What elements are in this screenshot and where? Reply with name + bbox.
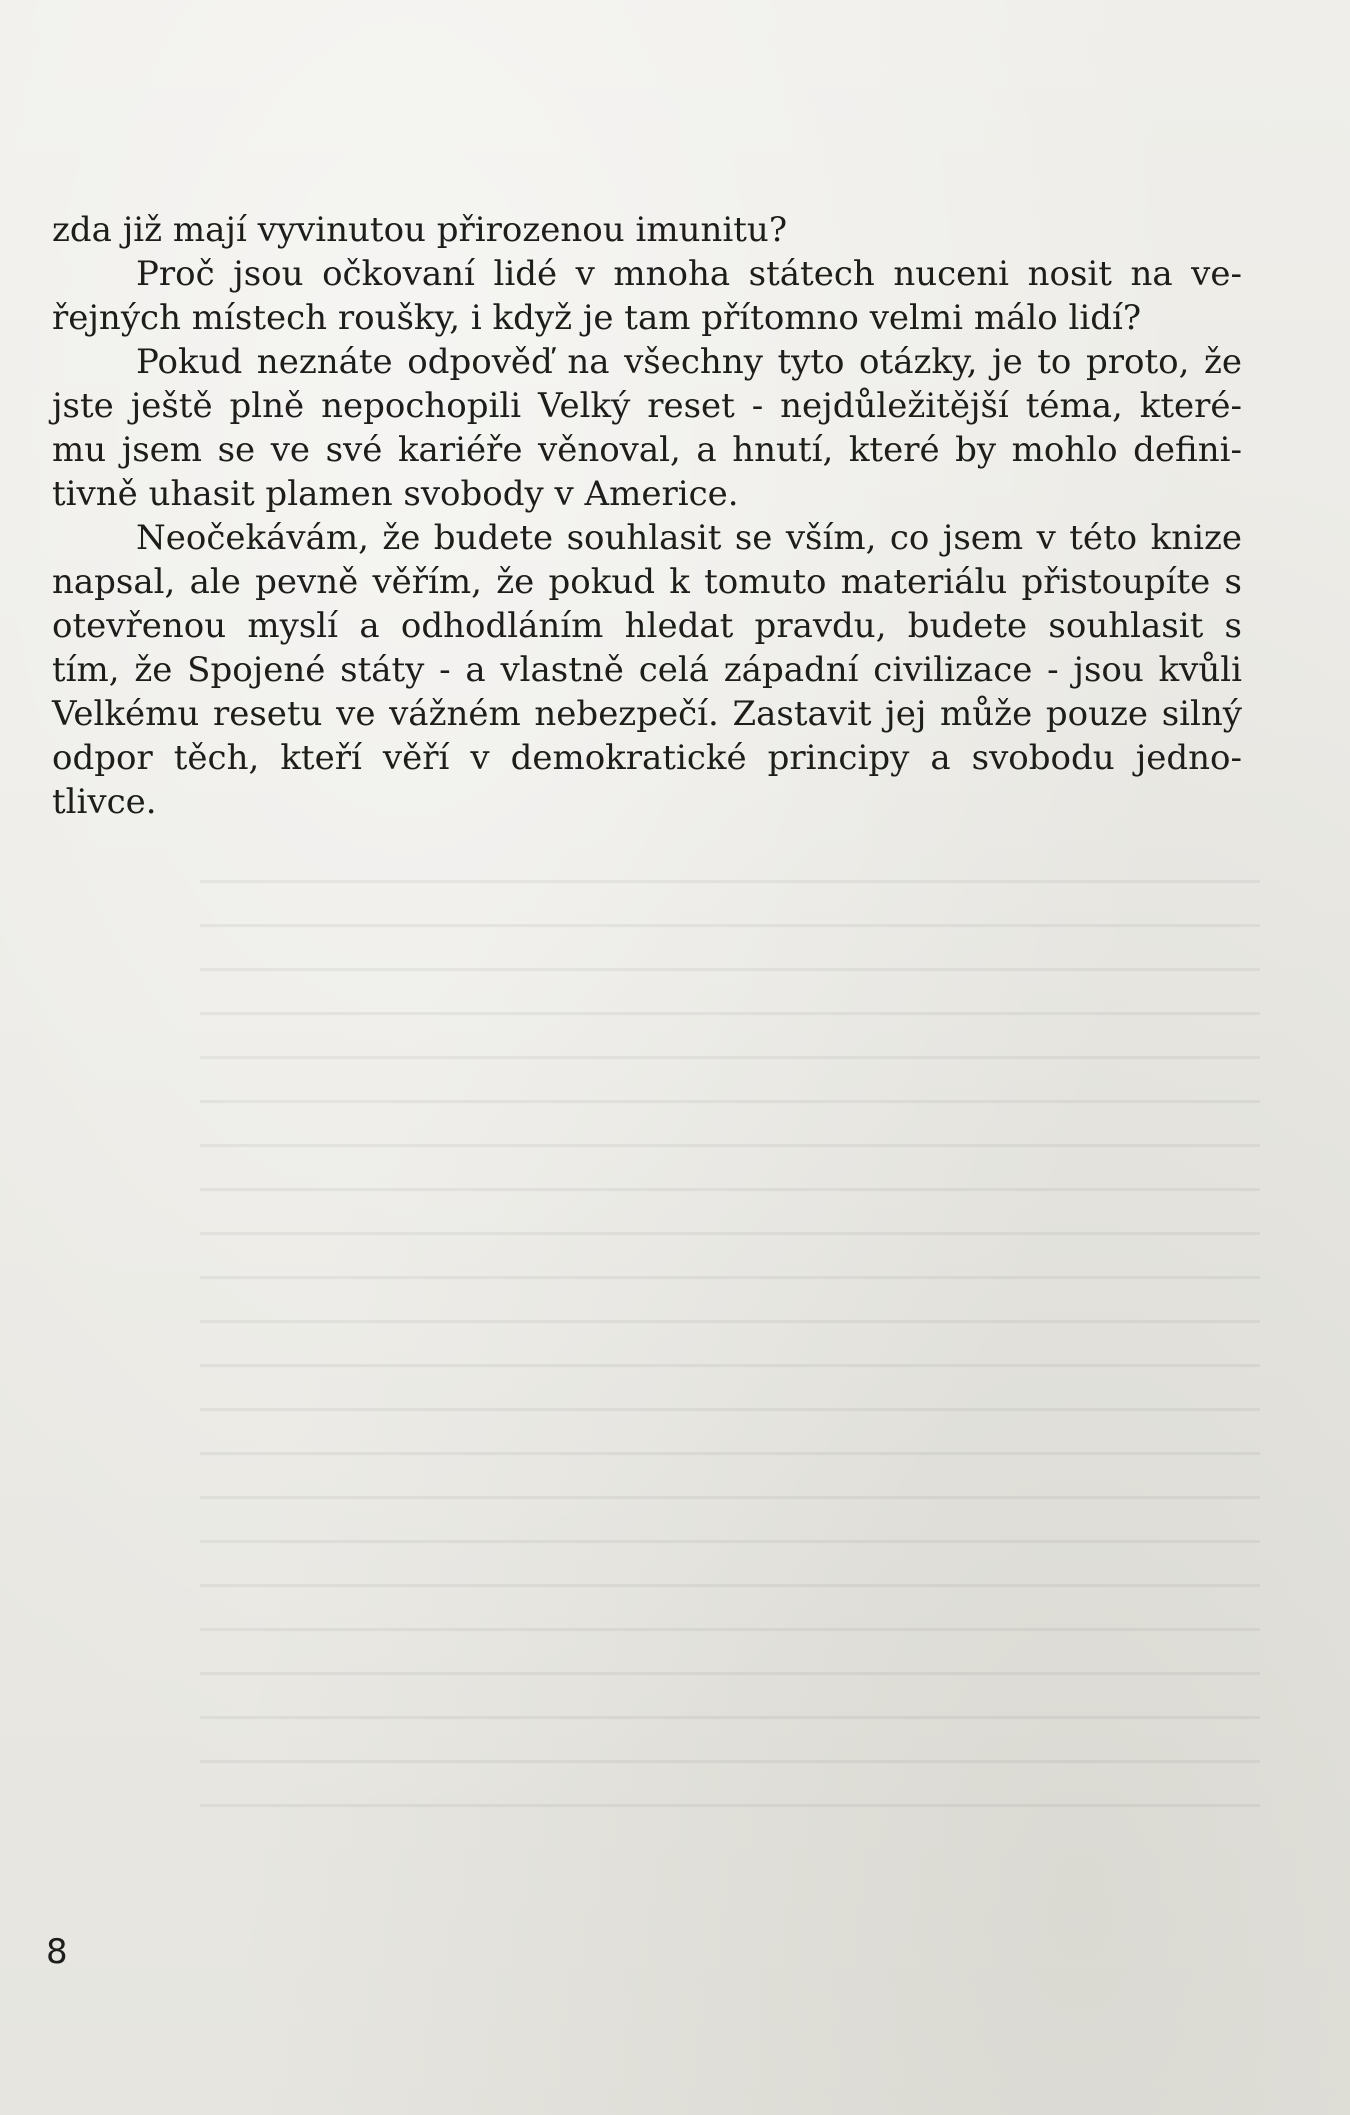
- text-line: mu jsem se ve své kariéře věnoval, a hnutí, které by mohlo defini-: [52, 430, 1242, 470]
- text-line: řejných místech roušky, i když je tam přítomno velmi málo lidí?: [52, 298, 1142, 338]
- text-line: Neočekávám, že budete souhlasit se vším, co jsem v této knize: [136, 518, 1242, 558]
- show-through-texture: [200, 880, 1260, 1840]
- text-line: tivně uhasit plamen svobody v Americe.: [52, 474, 739, 514]
- text-line: tlivce.: [52, 782, 157, 822]
- text-line: otevřenou myslí a odhodláním hledat pravdu, budete souhlasit s: [52, 606, 1242, 646]
- text-line: Velkému resetu ve vážném nebezpečí. Zastavit jej může pouze silný: [52, 694, 1242, 734]
- paragraph-3: [52, 340, 1242, 516]
- text-line: odpor těch, kteří věří v demokratické principy a svobodu jedno-: [52, 738, 1242, 778]
- text-line: Proč jsou očkovaní lidé v mnoha státech nuceni nosit na ve-: [136, 254, 1242, 294]
- paragraph-1: [52, 208, 1242, 252]
- text-line: napsal, ale pevně věřím, že pokud k tomuto materiálu přistoupíte s: [52, 562, 1242, 602]
- body-text: [52, 208, 1242, 824]
- text-line: zda již mají vyvinutou přirozenou imunitu?: [52, 210, 788, 250]
- paragraph-2: [52, 252, 1242, 340]
- page-number: 8: [46, 1932, 68, 1972]
- paragraph-4: [52, 516, 1242, 824]
- text-line: tím, že Spojené státy - a vlastně celá západní civilizace - jsou kvůli: [52, 650, 1242, 690]
- text-line: jste ještě plně nepochopili Velký reset - nejdůležitější téma, které-: [52, 386, 1242, 426]
- text-line: Pokud neznáte odpověď na všechny tyto otázky, je to proto, že: [136, 342, 1242, 382]
